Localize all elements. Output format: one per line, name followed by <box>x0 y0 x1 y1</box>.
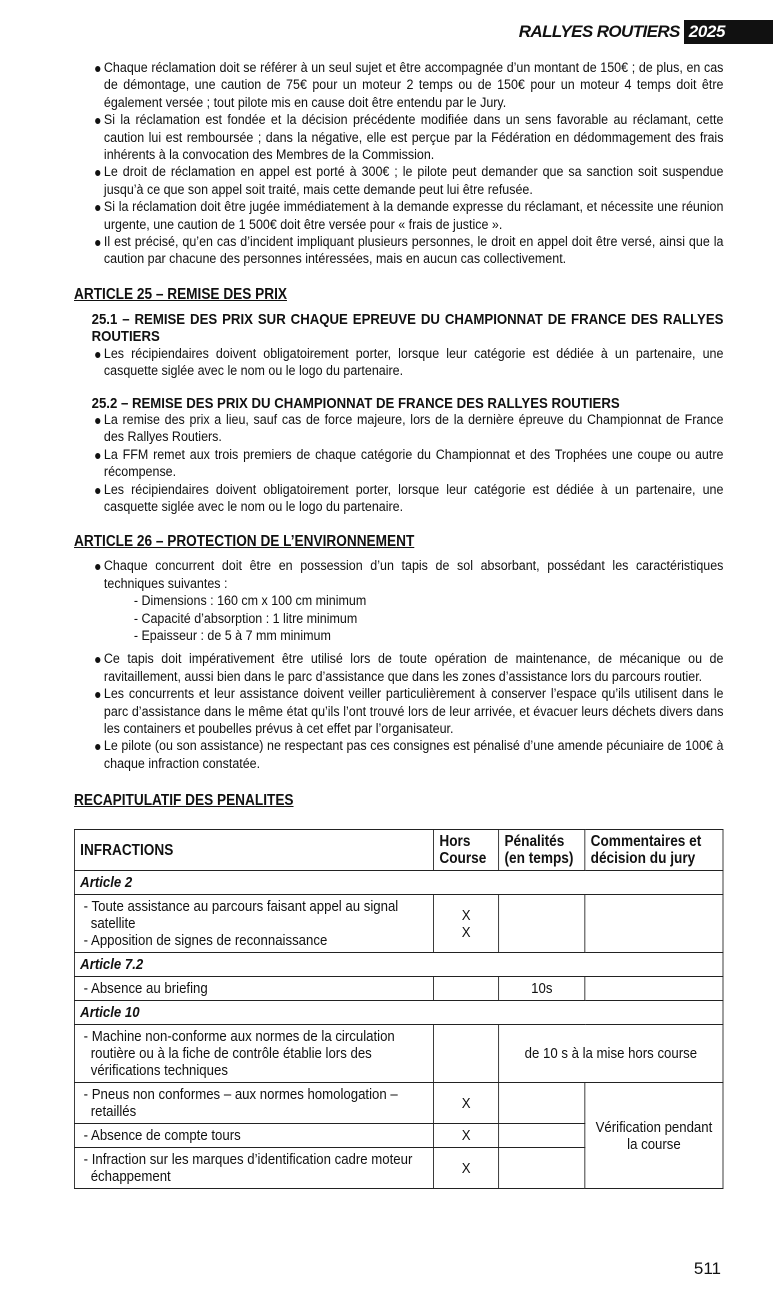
table-row <box>74 977 723 1001</box>
article-26-list <box>74 558 723 593</box>
penalty-cell <box>499 895 585 953</box>
penalty-cell: 10s <box>499 977 585 1001</box>
list-item: Chaque concurrent doit être en possession d’un tapis de sol absorbant, possédant les caractéristiques techniques suivantes : <box>74 558 723 593</box>
article-25-title: ARTICLE 25 – REMISE DES PRIX <box>74 285 287 303</box>
penalty-cell <box>499 1083 585 1124</box>
table-row <box>74 1083 723 1124</box>
list-item: Chaque réclamation doit se référer à un seul sujet et être accompagnée d’un montant de 150€ ; de plus, en cas de démontage, une caution de 75€ pour un moteur 2 temps ou de 150€ pour un moteur 4 temps doit être également versée ; tout pilote mis en cause doit être entendu par le Jury. <box>74 60 723 112</box>
list-item: Le droit de réclamation en appel est porté à 300€ ; le pilote peut demander que sa sanction soit suspendue jusqu’à ce que son appel soit traité, mais cette demande peut lui être refusée. <box>74 164 723 199</box>
comment-cell: Vérification pendant la course <box>585 1083 723 1189</box>
table-section-row <box>74 1001 723 1025</box>
penalty-cell <box>499 1124 585 1148</box>
bullet-icon <box>95 564 100 570</box>
list-item: Le pilote (ou son assistance) ne respectant pas ces consignes est pénalisé d’une amende pécuniaire de 100€ à chaque infraction constatée. <box>74 738 723 773</box>
page-header <box>519 20 773 44</box>
table-row <box>74 1025 723 1083</box>
hors-course-cell <box>434 977 499 1001</box>
penalties-table <box>74 829 723 1189</box>
header-commentaires: Commentaires et décision du jury <box>585 830 723 871</box>
header-infractions: INFRACTIONS <box>74 830 433 871</box>
hors-course-cell: X <box>434 1124 499 1148</box>
article-25-1-title: 25.1 – REMISE DES PRIX SUR CHAQUE EPREUVE DU CHAMPIONNAT DE FRANCE DES RALLYES ROUTIERS <box>91 310 724 346</box>
list-item: La FFM remet aux trois premiers de chaque catégorie du Championnat et des Trophées une coupe ou autre récompense. <box>74 447 723 482</box>
infraction-cell: - Toute assistance au parcours faisant appel au signal satellite - Apposition de signes de reconnaissance <box>74 895 433 953</box>
list-item: Les récipiendaires doivent obligatoirement porter, lorsque leur catégorie est dédiée à un partenaire, une casquette siglée avec le nom ou le logo du partenaire. <box>74 482 723 517</box>
header-hors-course: Hors Course <box>434 830 499 871</box>
infraction-cell: - Machine non-conforme aux normes de la circulation routière ou à la fiche de contrôle établie lors des vérifications techniques <box>74 1025 433 1083</box>
article-25-1-list <box>74 346 723 381</box>
penalty-cell <box>499 1148 585 1189</box>
list-item: Il est précisé, qu’en cas d’incident impliquant plusieurs personnes, le droit en appel doit être versé, ainsi que la caution par chacune des personnes intéressées, mais en aucun cas collectivement. <box>74 234 723 269</box>
bullet-icon <box>95 170 100 176</box>
hors-course-cell <box>434 1025 499 1083</box>
infraction-cell: - Absence de compte tours <box>74 1124 433 1148</box>
bullet-icon <box>95 118 100 124</box>
infraction-cell: - Pneus non conformes – aux normes homologation – retaillés <box>74 1083 433 1124</box>
comment-cell <box>585 977 723 1001</box>
article-26-list-2 <box>74 651 723 773</box>
header-year: 2025 <box>684 20 773 44</box>
list-item: Si la réclamation doit être jugée immédiatement à la demande expresse du réclamant, et nécessite une réunion urgente, une caution de 1 500€ doit être versée pour « frais de justice ». <box>74 199 723 234</box>
table-section-row <box>74 953 723 977</box>
dimension-line: - Epaisseur : de 5 à 7 mm minimum <box>133 627 331 644</box>
hors-course-cell: X <box>434 1148 499 1189</box>
list-item: Si la réclamation est fondée et la décision précédente modifiée dans un sens favorable au réclamant, cette caution lui est remboursée ; dans la négative, elle est perçue par la Fédération en dédommagement des frais inhérents à la convocation des Membres de la Commission. <box>74 112 723 164</box>
infraction-cell: - Infraction sur les marques d’identification cadre moteur échappement <box>74 1148 433 1189</box>
header-title: RALLYES ROUTIERS <box>518 22 680 41</box>
bullet-icon <box>95 418 100 424</box>
page-content <box>74 60 724 1189</box>
hors-course-cell: X X <box>434 895 499 953</box>
hors-course-cell: X <box>434 1083 499 1124</box>
section-article-7-2: Article 7.2 <box>74 953 723 977</box>
page-number: 511 <box>693 1259 721 1278</box>
claims-list <box>74 60 723 269</box>
table-section-row <box>74 871 723 895</box>
bullet-icon <box>95 488 100 494</box>
bullet-icon <box>95 240 100 246</box>
section-article-10: Article 10 <box>74 1001 723 1025</box>
infraction-cell: - Absence au briefing <box>74 977 433 1001</box>
article-25-2-title: 25.2 – REMISE DES PRIX DU CHAMPIONNAT DE FRANCE DES RALLYES ROUTIERS <box>91 394 620 412</box>
bullet-icon <box>95 205 100 211</box>
article-26-title: ARTICLE 26 – PROTECTION DE L’ENVIRONNEMENT <box>74 533 415 551</box>
dimension-line: - Capacité d’absorption : 1 litre minimum <box>133 610 358 627</box>
bullet-icon <box>95 744 100 750</box>
dimension-line: - Dimensions : 160 cm x 100 cm minimum <box>133 593 367 610</box>
list-item: Les concurrents et leur assistance doivent veiller particulièrement à conserver l’espace qu’ils utilisent dans le parc d’assistance dans le même état qu’ils l’ont trouvé lors de leur arrivée, et évacuer leurs déchets divers dans les containers et poubelles prévus à cet effet par l’organisateur. <box>74 686 723 738</box>
table-header-row <box>74 830 723 871</box>
recap-title: RECAPITULATIF DES PENALITES <box>74 792 294 810</box>
article-25-2-list <box>74 412 723 516</box>
penalty-cell: de 10 s à la mise hors course <box>499 1025 723 1083</box>
list-item: La remise des prix a lieu, sauf cas de force majeure, lors de la dernière épreuve du Championnat de France des Rallyes Routiers. <box>74 412 723 447</box>
table-row <box>74 895 723 953</box>
list-item: Ce tapis doit impérativement être utilisé lors de toute opération de maintenance, de mécanique ou de ravitaillement, aussi bien dans le parc d’assistance que dans les zones d’assistance lors du parcours routier. <box>74 651 723 686</box>
comment-cell <box>585 895 723 953</box>
section-article-2: Article 2 <box>74 871 723 895</box>
list-item: Les récipiendaires doivent obligatoirement porter, lorsque leur catégorie est dédiée à un partenaire, une casquette siglée avec le nom ou le logo du partenaire. <box>74 346 723 381</box>
bullet-icon <box>95 66 100 72</box>
bullet-icon <box>95 453 100 459</box>
bullet-icon <box>95 692 100 698</box>
bullet-icon <box>95 657 100 663</box>
header-penalites: Pénalités (en temps) <box>499 830 585 871</box>
bullet-icon <box>95 352 100 358</box>
